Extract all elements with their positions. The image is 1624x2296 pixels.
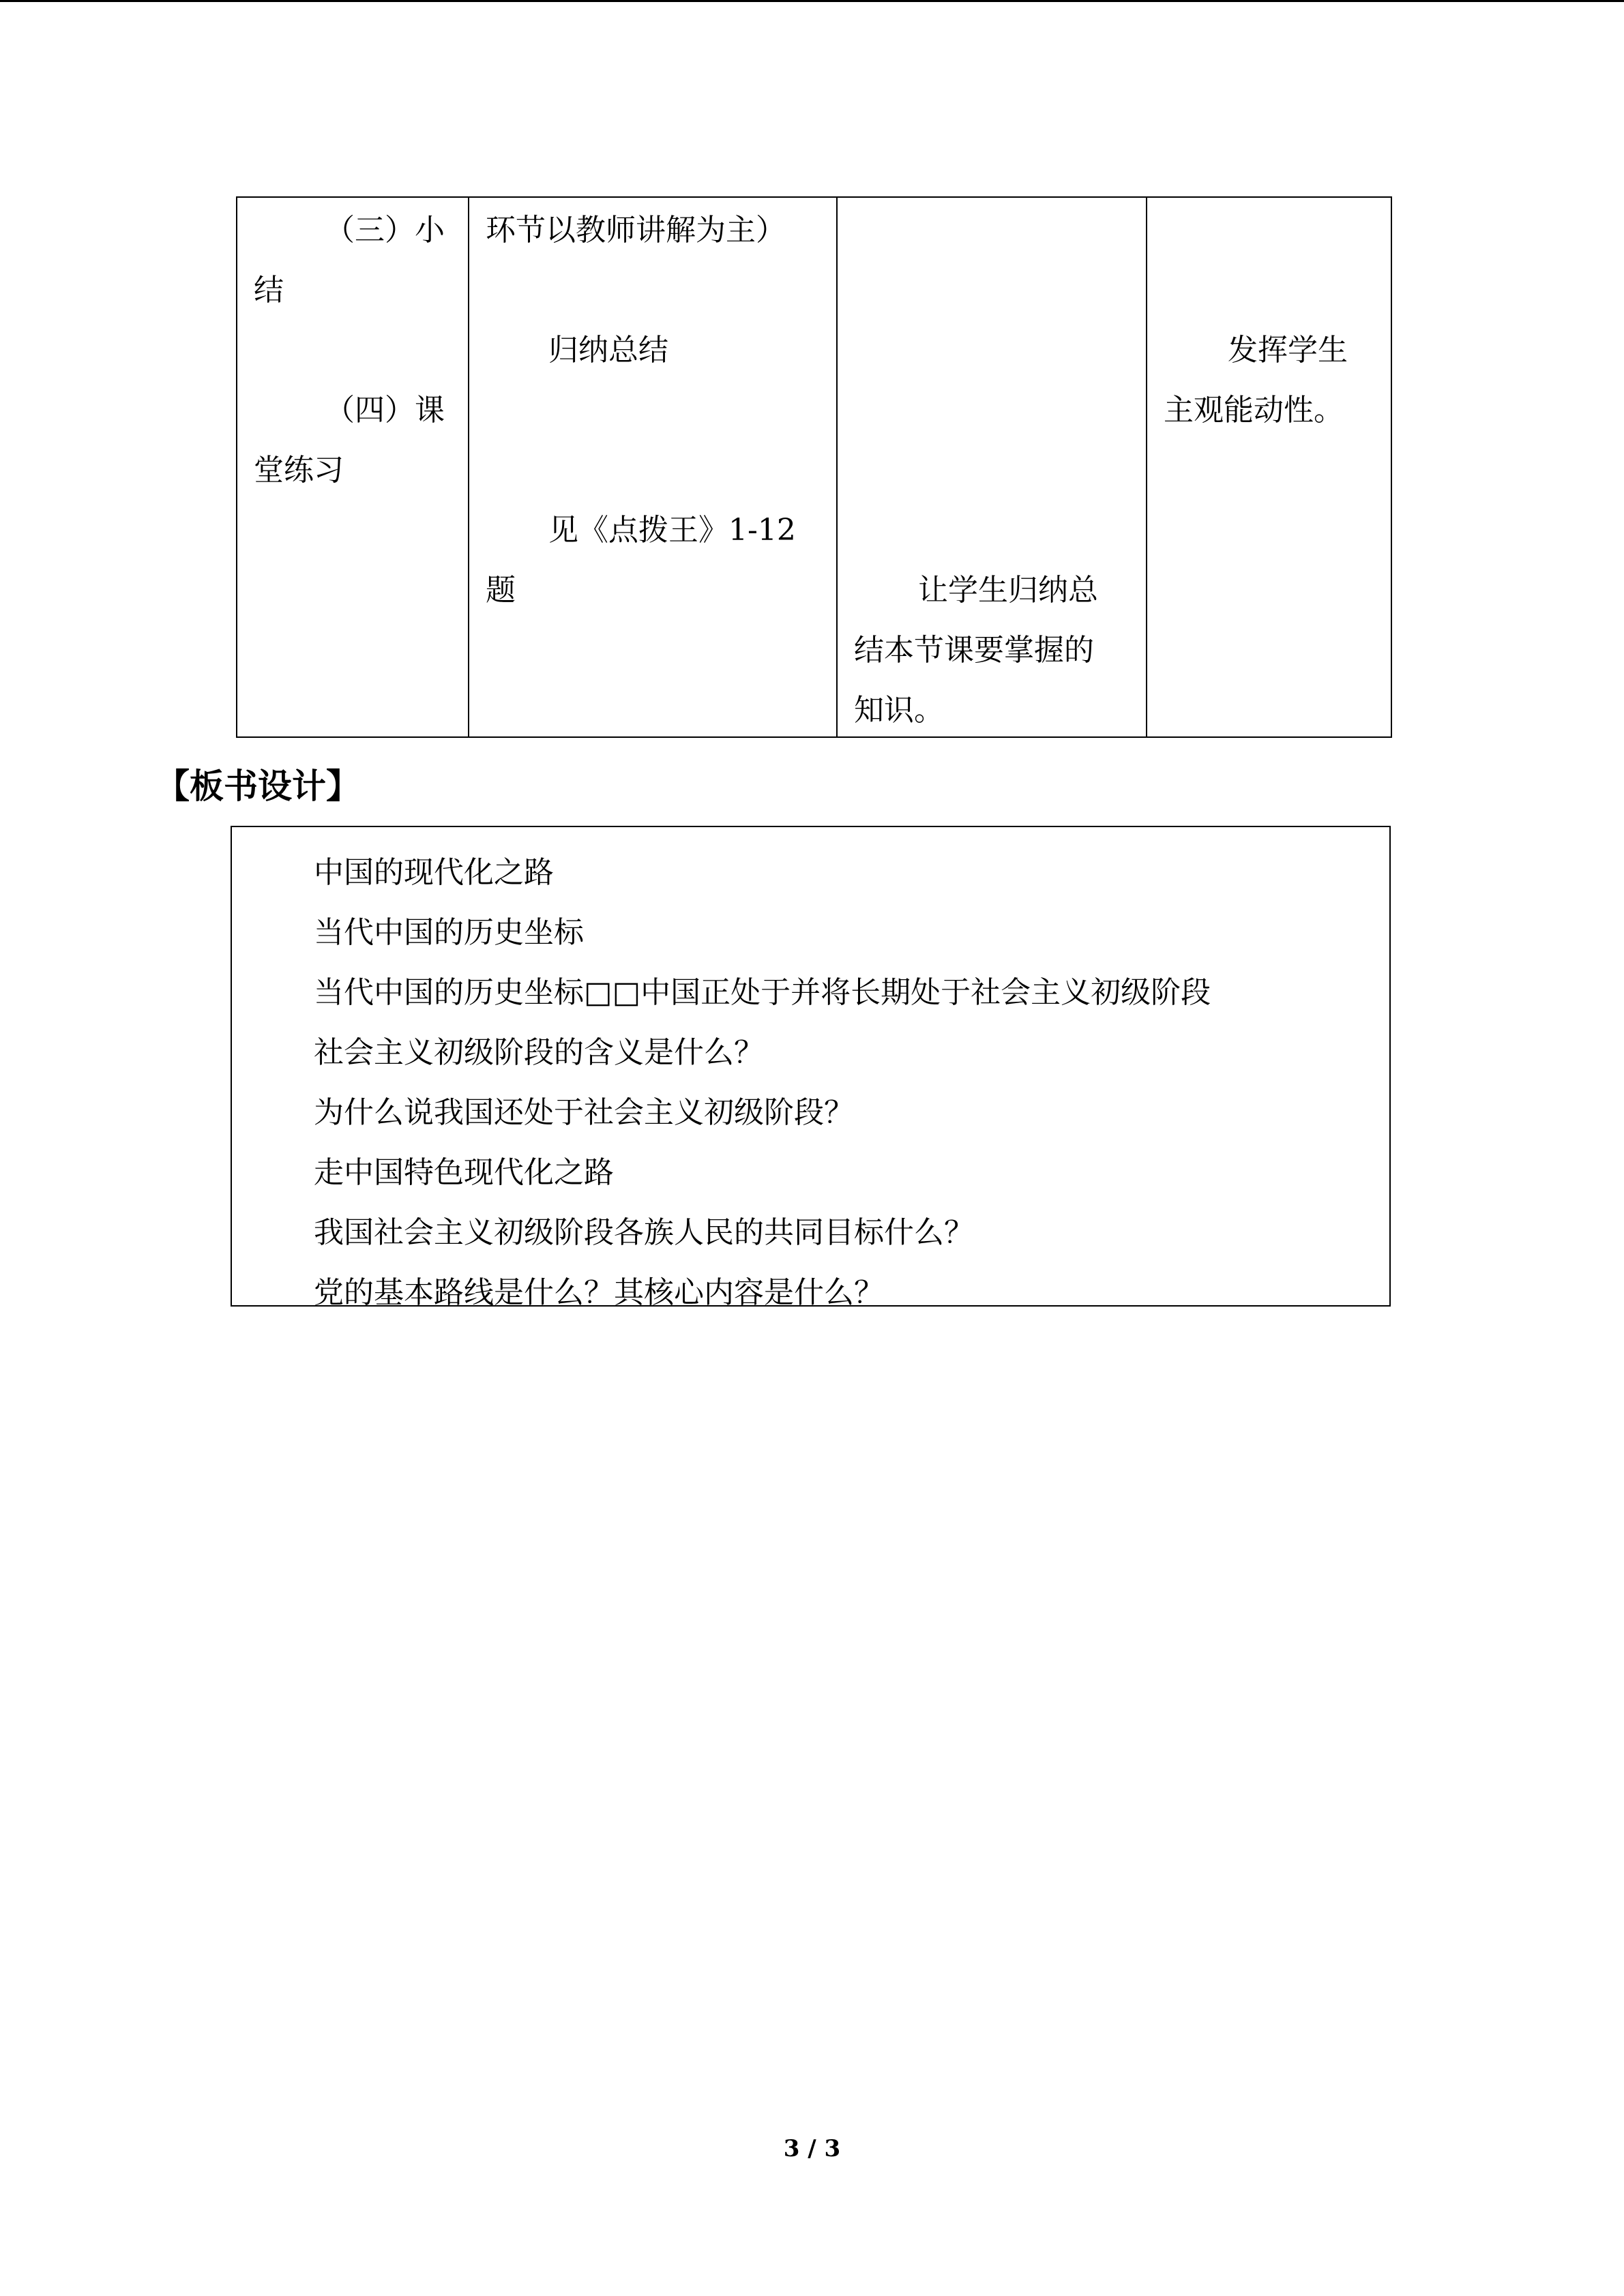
teacher-activity-exercise-cont: 题 (486, 573, 516, 608)
design-intent-line: 主观能动性。 (1164, 393, 1344, 428)
board-line: 党的基本路线是什么？其核心内容是什么？ (314, 1275, 884, 1310)
teacher-activity-exercise: 见《点拨王》1-12 (548, 513, 796, 548)
board-design-box (231, 826, 1391, 1310)
lesson-plan-table (236, 196, 1392, 738)
stage-practice-label-cont: 堂练习 (254, 453, 344, 488)
student-activity-line: 结本节课要掌握的 (854, 633, 1094, 668)
board-line: 走中国特色现代化之路 (314, 1155, 614, 1190)
board-design-heading: 【板书设计】 (156, 766, 360, 806)
board-line: 为什么说我国还处于社会主义初级阶段？ (314, 1095, 854, 1130)
student-activity-line: 让学生归纳总 (918, 573, 1098, 608)
board-line: 中国的现代化之路 (314, 855, 554, 890)
page-top-border (0, 0, 1624, 2)
board-line: 当代中国的历史坐标□□中国正处于并将长期处于社会主义初级阶段 (314, 975, 1211, 1010)
table-row (237, 197, 1391, 737)
stage-summary-label-cont: 结 (254, 273, 284, 308)
stage-practice-label: （四）课 (325, 393, 445, 428)
board-line: 我国社会主义初级阶段各族人民的共同目标什么？ (314, 1215, 974, 1250)
teacher-activity-summary: 归纳总结 (548, 333, 668, 368)
stage-summary-label: （三）小 (325, 213, 445, 248)
student-activity-line: 知识。 (854, 693, 944, 728)
design-intent-line: 发挥学生 (1228, 333, 1348, 368)
board-line: 当代中国的历史坐标 (314, 915, 584, 950)
board-line: 社会主义初级阶段的含义是什么？ (314, 1035, 764, 1070)
table-cell-student-activity (837, 197, 1147, 737)
table-cell-teaching-stage (237, 197, 469, 737)
page-number: 3 / 3 (783, 2135, 841, 2162)
table-cell-design-intent (1147, 197, 1391, 737)
table-cell-teacher-activity (469, 197, 837, 737)
teacher-activity-line: 环节以教师讲解为主） (486, 213, 786, 248)
